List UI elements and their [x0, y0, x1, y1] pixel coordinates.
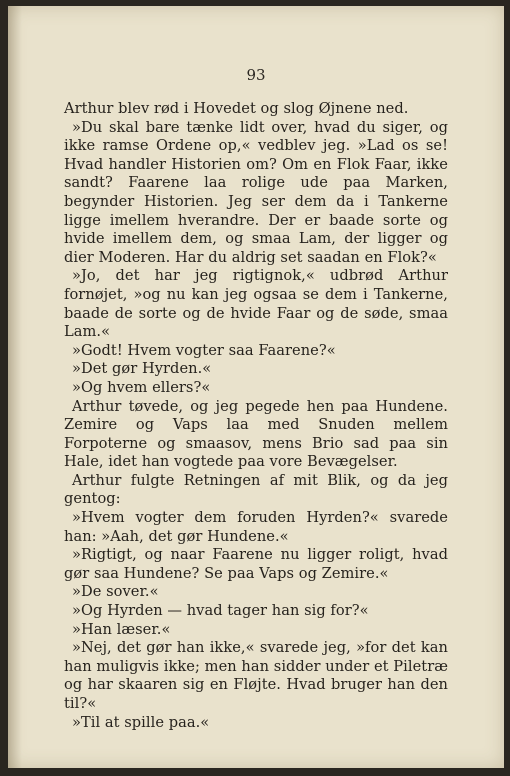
- paragraph: Arthur blev rød i Hovedet og slog Øjnene ned.: [64, 100, 409, 117]
- book-page: [8, 6, 504, 768]
- paragraph: Arthur tøvede, og jeg pegede hen paa Hundene. Zemire og Vaps laa med Snuden mellem Forpoterne og smaasov, mens Brio sad paa sin Hale, idet han vogtede paa vore Bevægelser.: [64, 397, 448, 471]
- page-number: 93: [246, 66, 266, 84]
- paragraph: »Og Hyrden — hvad tager han sig for?«: [72, 602, 369, 620]
- paragraph: Arthur fulgte Retningen af mit Blik, og da jeg gentog:: [64, 471, 448, 508]
- paragraph: »Det gør Hyrden.«: [72, 360, 212, 378]
- body-text: [64, 100, 448, 732]
- paragraph: »De sover.«: [72, 583, 159, 601]
- paragraph: »Jo, det har jeg rigtignok,« udbrød Arthur fornøjet, »og nu kan jeg ogsaa se dem i Tankerne, baade de sorte og de hvide Faar og de søde, smaa Lam.«: [64, 267, 448, 341]
- paragraph: »Nej, det gør han ikke,« svarede jeg, »for det kan han muligvis ikke; men han sidder under et Piletræ og har skaaren sig en Fløjte. Hvad bruger han den til?«: [64, 639, 448, 712]
- paragraph: »Godt! Hvem vogter saa Faarene?«: [72, 341, 336, 359]
- paragraph: »Du skal bare tænke lidt over, hvad du siger, og ikke ramse Ordene op,« vedblev jeg. »Lad os se! Hvad handler Historien om? Om en Flok Faar, ikke sandt? Faarene laa rolige ude paa Marken, begynder Historien. Jeg ser dem da i Tankerne ligge imellem hverandre. Der er baade sorte og hvide imellem dem, og smaa Lam, der ligger og dier Moderen. Har du aldrig set saadan en Flok?«: [64, 118, 448, 266]
- paragraph: »Rigtigt, og naar Faarene nu ligger roligt, hvad gør saa Hundene? Se paa Vaps og Zemire.«: [64, 546, 448, 582]
- paragraph: »Hvem vogter dem foruden Hyrden?« svarede han: »Aah, det gør Hundene.«: [64, 509, 448, 545]
- paragraph: »Til at spille paa.«: [72, 713, 210, 731]
- paragraph: »Han læser.«: [72, 620, 171, 638]
- paragraph: »Og hvem ellers?«: [72, 378, 211, 396]
